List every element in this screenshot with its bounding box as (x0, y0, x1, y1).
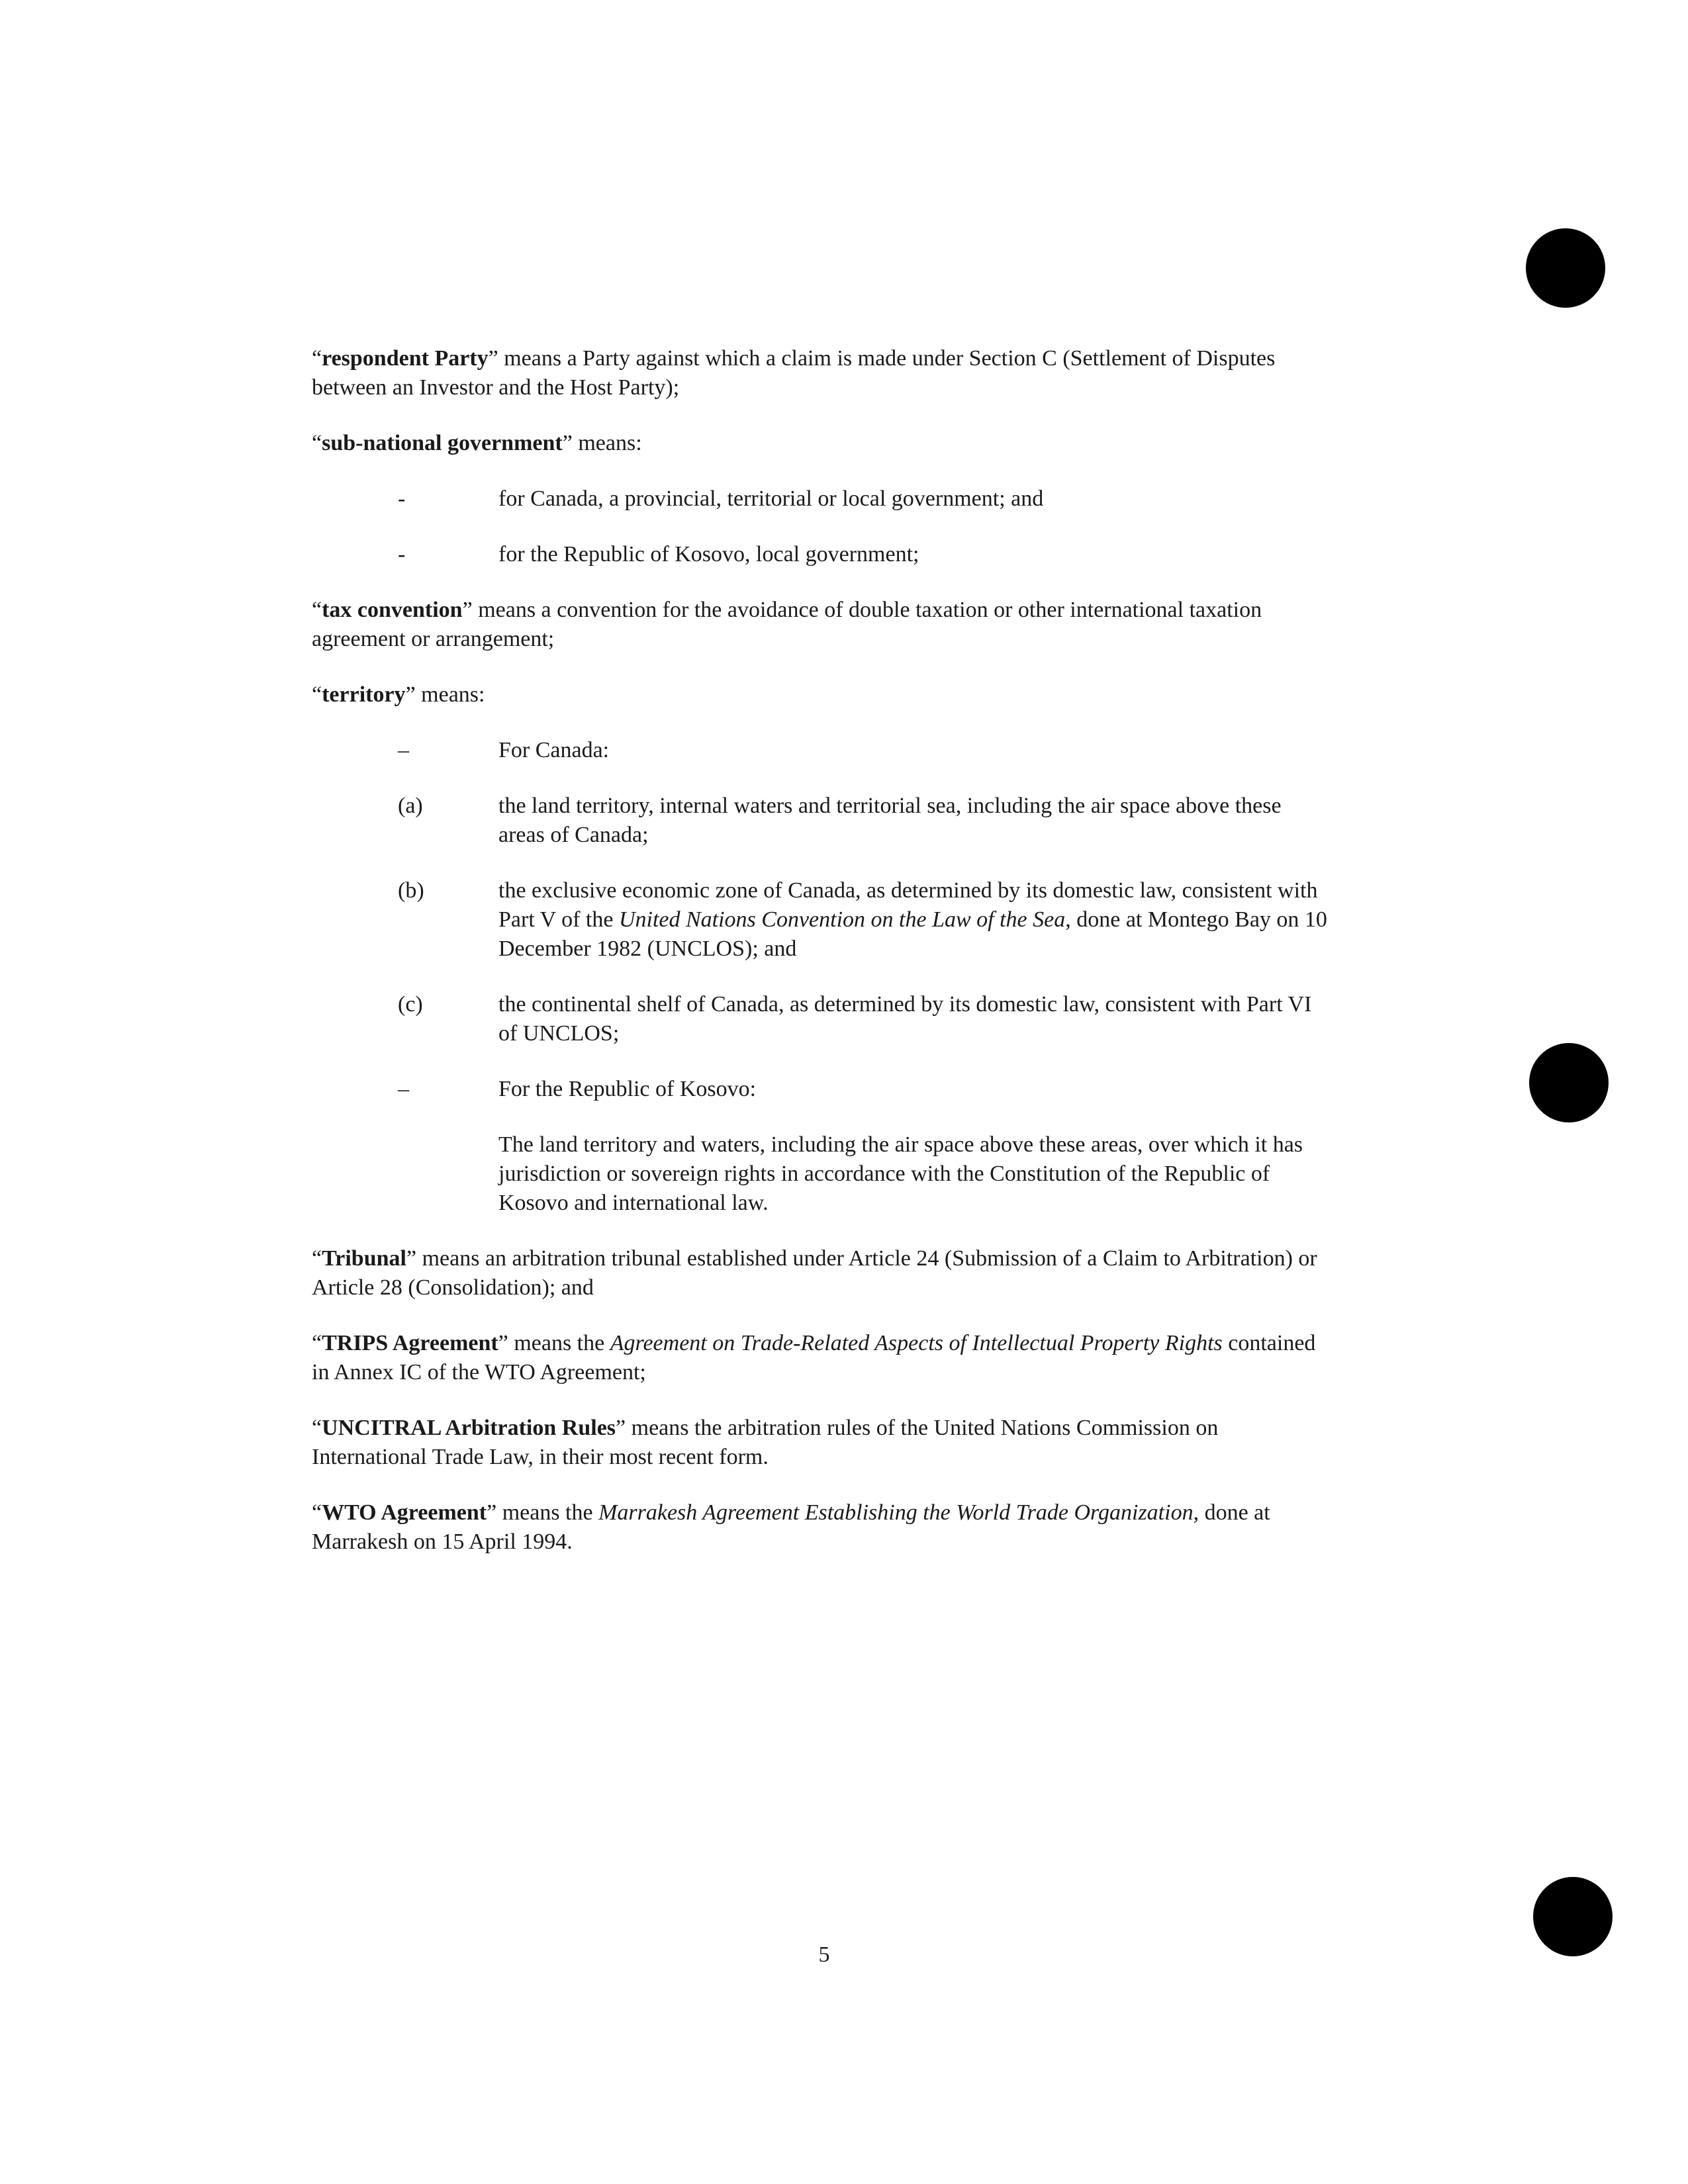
list-item-text: For Canada: (498, 738, 610, 762)
open-quote: “ (312, 346, 322, 371)
list-item-text: for the Republic of Kosovo, local government; (498, 542, 919, 567)
close-quote: ” (562, 431, 573, 455)
list-item-text: the exclusive economic zone of Canada, as determined by its domestic law, consistent with Part V of the (498, 878, 1318, 932)
list-marker: - (398, 486, 406, 511)
open-quote: “ (312, 1246, 322, 1271)
definition-wto-agreement (312, 1498, 1331, 1557)
definition-text: means a convention for the avoidance of double taxation or other international taxation agreement or arrangement; (312, 598, 1262, 651)
open-quote: “ (312, 682, 322, 707)
list-item-canada (312, 736, 1331, 765)
page-number: 5 (818, 1942, 830, 1967)
list-marker: – (398, 738, 409, 762)
agreement-title: Marrakesh Agreement Establishing the World Trade Organization (598, 1500, 1194, 1525)
definition-term: sub-national government (322, 431, 563, 455)
list-item (312, 484, 1331, 514)
definition-term: territory (322, 682, 406, 707)
definition-text: means the (496, 1500, 599, 1525)
list-item-kosovo (312, 1075, 1331, 1104)
list-item-text: the continental shelf of Canada, as determined by its domestic law, consistent with Part VI of UNCLOS; (498, 992, 1312, 1046)
list-item-text: the land territory, internal waters and territorial sea, including the air space above these areas of Canada; (498, 794, 1282, 847)
close-quote: ” (462, 598, 473, 622)
definition-text: means the (508, 1331, 610, 1355)
definition-tribunal (312, 1244, 1331, 1302)
open-quote: “ (312, 598, 322, 622)
list-item (312, 876, 1331, 964)
list-marker: (b) (398, 878, 424, 903)
list-marker: (a) (398, 794, 423, 818)
definition-trips-agreement (312, 1329, 1331, 1387)
definition-text: contained in Annex IC of the WTO Agreement; (312, 1331, 1316, 1385)
definition-term: tax convention (322, 598, 463, 622)
definition-text: means a Party against which a claim is made under Section C (Settlement of Disputes between an Investor and the Host Party); (312, 346, 1276, 400)
close-quote: ” (488, 346, 498, 371)
open-quote: “ (312, 1500, 322, 1525)
close-quote: ” (498, 1331, 508, 1355)
definition-term: respondent Party (322, 346, 489, 371)
definition-text: , done at Marrakesh on 15 April 1994. (312, 1500, 1270, 1554)
list-item (312, 990, 1331, 1048)
definition-term: UNCITRAL Arbitration Rules (322, 1416, 616, 1440)
agreement-title: Agreement on Trade-Related Aspects of Intellectual Property Rights (610, 1331, 1223, 1355)
definition-respondent-party (312, 344, 1331, 402)
close-quote: ” (487, 1500, 497, 1525)
definition-term: WTO Agreement (322, 1500, 487, 1525)
open-quote: “ (312, 1416, 322, 1440)
definition-uncitral-rules (312, 1414, 1331, 1472)
list-item (312, 540, 1331, 569)
list-marker: - (398, 542, 406, 567)
definition-territory (312, 680, 1331, 709)
definitions-body (312, 344, 1331, 1583)
definition-term: TRIPS Agreement (322, 1331, 498, 1355)
definition-text: means an arbitration tribunal established under Article 24 (Submission of a Claim to Arbitration) or Article 28 (Consolidation); and (312, 1246, 1317, 1300)
open-quote: “ (312, 1331, 322, 1355)
open-quote: “ (312, 431, 322, 455)
definition-term: Tribunal (322, 1246, 406, 1271)
list-item-text: For the Republic of Kosovo: (498, 1077, 757, 1101)
definition-tax-convention (312, 596, 1331, 654)
kosovo-territory-text: The land territory and waters, including the air space above these areas, over which it has jurisdiction or sovereign rights in accordance with the Constitution of the Republic of Kosovo and international law. (498, 1132, 1303, 1215)
definition-sub-national-government (312, 429, 1331, 458)
punch-hole-middle (1529, 1043, 1609, 1122)
list-marker: (c) (398, 992, 423, 1017)
definition-text: means the arbitration rules of the United Nations Commission on International Trade Law, in their most recent form. (312, 1416, 1219, 1469)
list-marker: – (398, 1077, 409, 1101)
treaty-title-unclos: United Nations Convention on the Law of the Sea (618, 907, 1066, 932)
close-quote: ” (406, 1246, 417, 1271)
definition-text: means: (415, 682, 485, 707)
close-quote: ” (405, 682, 416, 707)
definition-text: means: (572, 431, 642, 455)
list-item-text: for Canada, a provincial, territorial or local government; and (498, 486, 1044, 511)
list-item (312, 792, 1331, 850)
list-item-text: , done at Montego Bay on 10 December 1982 (UNCLOS); and (498, 907, 1327, 961)
close-quote: ” (616, 1416, 626, 1440)
punch-hole-top (1526, 228, 1605, 308)
